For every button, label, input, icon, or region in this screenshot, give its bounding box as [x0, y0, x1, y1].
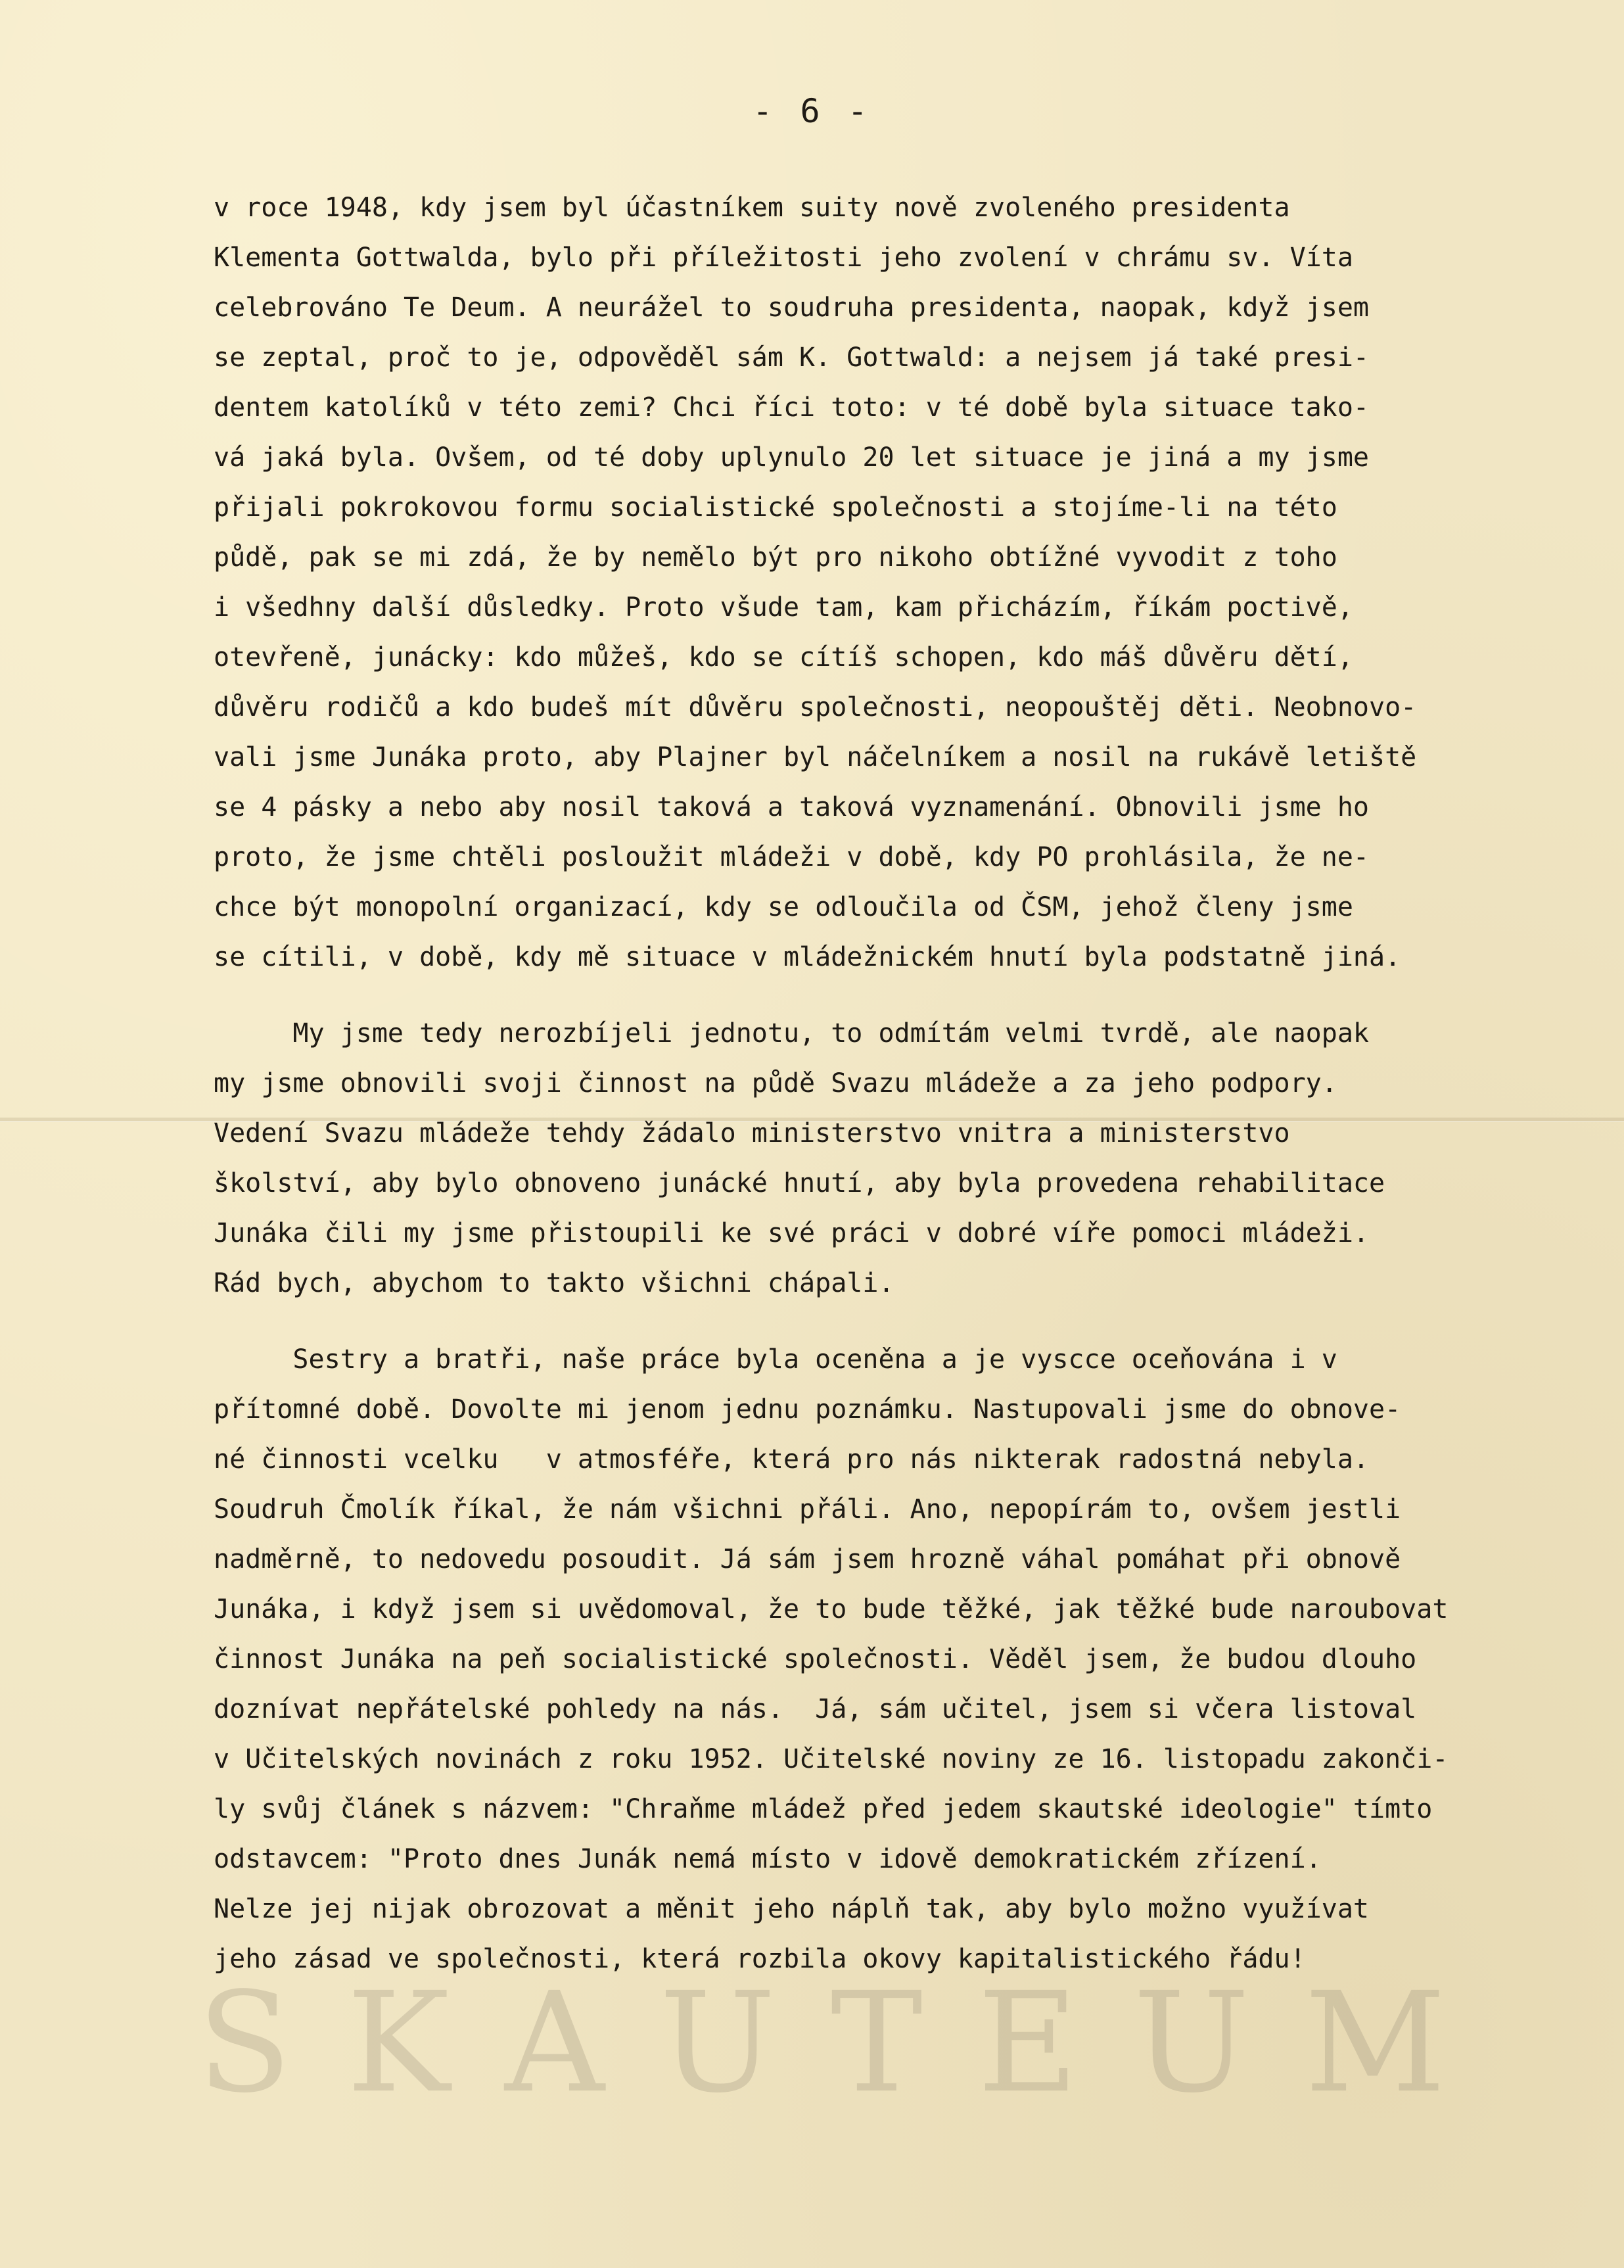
text-line: ly svůj článek s názvem: "Chraňme mládež před jedem skautské ideologie" tímto: [214, 1794, 1433, 1824]
text-line: odstavcem: "Proto dnes Junák nemá místo v idově demokratickém zřízení.: [214, 1844, 1322, 1874]
text-line: se zeptal, proč to je, odpověděl sám K. Gottwald: a nejsem já také presi-: [214, 343, 1369, 373]
text-line: chce být monopolní organizací, kdy se odloučila od ČSM, jehož členy jsme: [214, 892, 1353, 922]
text-line: doznívat nepřátelské pohledy na nás. Já, sám učitel, jsem si včera listoval: [214, 1694, 1417, 1724]
paragraph: [214, 1008, 1410, 1308]
text-line: půdě, pak se mi zdá, že by nemělo být pro nikoho obtížné vyvodit z toho: [214, 542, 1337, 573]
text-line: činnost Junáka na peň socialistické společnosti. Věděl jsem, že budou dlouho: [214, 1644, 1417, 1674]
watermark-letter: M: [1304, 1962, 1446, 2123]
text-line: i všedhny další důsledky. Proto všude tam, kam přicházím, říkám poctivě,: [214, 592, 1353, 623]
paragraph: [214, 183, 1417, 982]
paragraph: [214, 1335, 1449, 1984]
watermark-letter: A: [504, 1962, 605, 2123]
text-line: dentem katolíků v této zemi? Chci říci toto: v té době byla situace tako-: [214, 392, 1369, 423]
watermark-letter: E: [977, 1962, 1079, 2123]
text-line: Nelze jej nijak obrozovat a měnit jeho náplň tak, aby bylo možno využívat: [214, 1894, 1369, 1924]
page-number: - 6 -: [753, 92, 871, 130]
text-line: jeho zásad ve společnosti, která rozbila okovy kapitalistického řádu!: [214, 1944, 1306, 1974]
text-line: otevřeně, junácky: kdo můžeš, kdo se cítíš schopen, kdo máš důvěru dětí,: [214, 642, 1353, 673]
text-line: se cítili, v době, kdy mě situace v mládežnickém hnutí byla podstatně jiná.: [214, 942, 1401, 972]
text-line: né činnosti vcelku v atmosféře, která pro nás nikterak radostná nebyla.: [214, 1444, 1369, 1475]
watermark-letter: S: [197, 1962, 292, 2123]
text-line: v Učitelských novinách z roku 1952. Učitelské noviny ze 16. listopadu zakonči-: [214, 1744, 1449, 1774]
typed-text-body: [214, 183, 1449, 1984]
text-line: přijali pokrokovou formu socialistické společnosti a stojíme-li na této: [214, 492, 1337, 523]
text-line: Vedení Svazu mládeže tehdy žádalo ministerstvo vnitra a ministerstvo: [214, 1118, 1290, 1148]
text-line: vá jaká byla. Ovšem, od té doby uplynulo 20 let situace je jiná a my jsme: [214, 442, 1369, 473]
text-line: nadměrně, to nedovedu posoudit. Já sám jsem hrozně váhal pomáhat při obnově: [214, 1544, 1401, 1574]
text-line: Junáka, i když jsem si uvědomoval, že to bude těžké, jak těžké bude naroubovat: [214, 1594, 1449, 1624]
paragraph-gap: [214, 982, 1410, 1008]
text-line: Sestry a bratři, naše práce byla oceněna a je vyscce oceňována i v: [214, 1344, 1337, 1375]
text-line: proto, že jsme chtěli posloužit mládeži v době, kdy PO prohlásila, že ne-: [214, 842, 1369, 872]
text-line: my jsme obnovili svoji činnost na půdě Svazu mládeže a za jeho podpory.: [214, 1068, 1337, 1099]
text-line: vali jsme Junáka proto, aby Plajner byl náčelníkem a nosil na rukávě letiště: [214, 742, 1417, 772]
text-line: školství, aby bylo obnoveno junácké hnutí, aby byla provedena rehabilitace: [214, 1168, 1385, 1198]
text-line: v roce 1948, kdy jsem byl účastníkem suity nově zvoleného presidenta: [214, 193, 1290, 223]
text-line: Klementa Gottwalda, bylo při příležitosti jeho zvolení v chrámu sv. Víta: [214, 243, 1353, 273]
paragraph-gap: [214, 1308, 1410, 1335]
text-line: Soudruh Čmolík říkal, že nám všichni přáli. Ano, nepopírám to, ovšem jestli: [214, 1494, 1401, 1524]
text-line: důvěru rodičů a kdo budeš mít důvěru společnosti, neopouštěj děti. Neobnovo-: [214, 692, 1417, 722]
watermark-letter: T: [830, 1962, 923, 2123]
watermark-letter: K: [346, 1962, 450, 2123]
text-line: Junáka čili my jsme přistoupili ke své práci v dobré víře pomoci mládeži.: [214, 1218, 1369, 1248]
text-line: přítomné době. Dovolte mi jenom jednu poznámku. Nastupovali jsme do obnove-: [214, 1394, 1401, 1425]
text-line: celebrováno Te Deum. A neurážel to soudruha presidenta, naopak, když jsem: [214, 293, 1369, 323]
text-line: My jsme tedy nerozbíjeli jednotu, to odmítám velmi tvrdě, ale naopak: [214, 1018, 1369, 1049]
skauteum-watermark: [197, 1962, 1446, 2123]
watermark-letter: U: [1133, 1962, 1250, 2123]
text-line: Rád bych, abychom to takto všichni chápali.: [214, 1268, 894, 1298]
text-line: se 4 pásky a nebo aby nosil taková a taková vyznamenání. Obnovili jsme ho: [214, 792, 1369, 822]
watermark-letter: U: [659, 1962, 776, 2123]
